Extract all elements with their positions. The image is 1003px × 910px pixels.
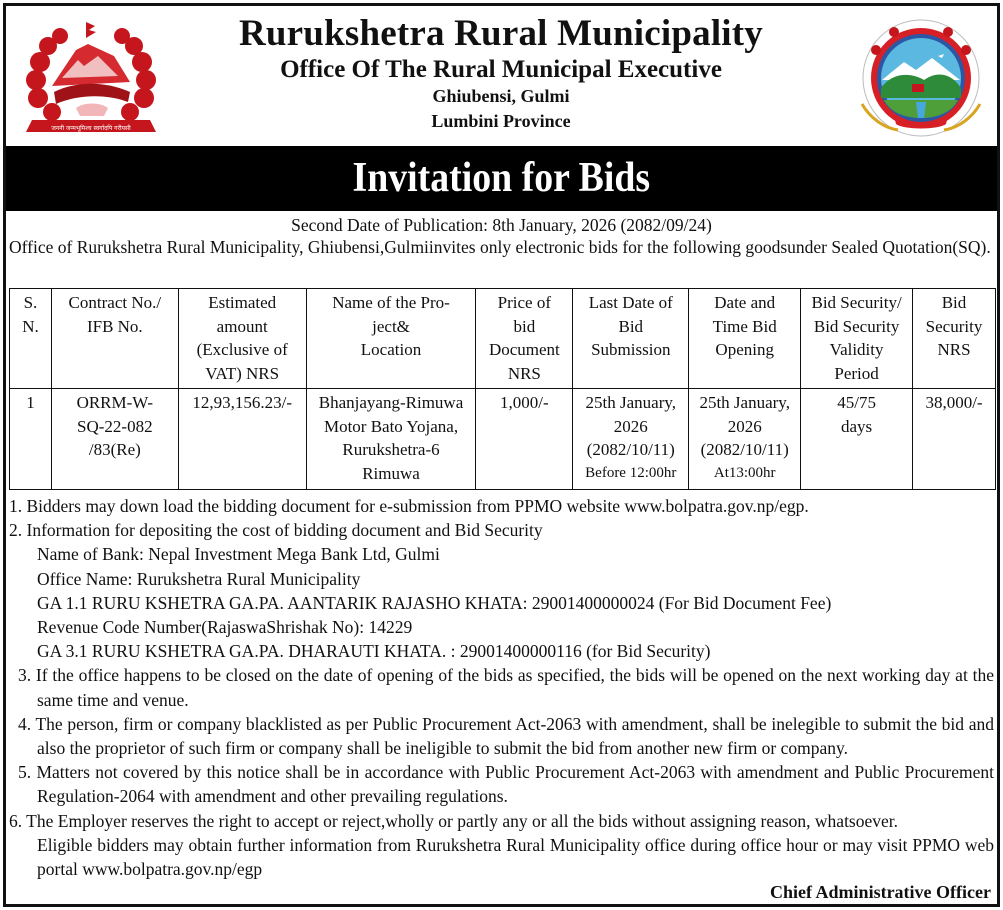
note-3: 3. If the office happens to be closed on the date of opening of the bids as specified, the bids will be opened on the next working day at the same time and venue. xyxy=(18,665,994,710)
header-contract: Contract No./ IFB No. xyxy=(51,289,178,389)
note-6: 6. The Employer reserves the right to accept or reject,wholly or partly any or all the bids without assigning reason, whatsoever. xyxy=(9,810,899,831)
municipality-title: Rurukshetra Rural Municipality xyxy=(238,13,764,54)
cell-opening: 25th January, 2026 (2082/10/11) At13:00hr xyxy=(689,389,801,490)
banner xyxy=(6,146,997,211)
header-project: Name of the Pro- ject& Location xyxy=(306,289,476,389)
bank-name: Name of Bank: Nepal Investment Mega Bank Ltd, Gulmi xyxy=(37,544,440,565)
header-validity: Bid Security/ Bid Security Validity Period xyxy=(801,289,913,389)
nepal-emblem-icon xyxy=(18,16,164,140)
note-4: 4. The person, firm or company blacklisted as per Public Procurement Act-2063 with amendment, shall be inelegible to submit the bid and also the proprietor of such firm or company shall be ineligible to submit the bid from another new firm or company. xyxy=(18,713,994,759)
header-last-date: Last Date of Bid Submission xyxy=(573,289,689,389)
note-6-detail: Eligible bidders may obtain further information from Rurukshetra Rural Municipality office during office hour or may visit PPMO web portal www.bolpatra.gov.np/egp xyxy=(37,834,994,880)
note-2: 2. Information for depositing the cost of bidding document and Bid Security xyxy=(9,520,543,541)
bids-table xyxy=(9,288,996,490)
office-name: Office Name: Rurukshetra Rural Municipality xyxy=(37,568,361,589)
revenue-code: Revenue Code Number(RajaswaShrishak No): 14229 xyxy=(37,617,413,638)
header-sn: S. N. xyxy=(10,289,52,389)
cell-validity: 45/75 days xyxy=(801,389,913,490)
header xyxy=(6,6,997,143)
header-security: Bid Security NRS xyxy=(913,289,996,389)
cell-security: 38,000/- xyxy=(913,389,996,490)
cell-estimate: 12,93,156.23/- xyxy=(178,389,306,490)
note-5: 5. Matters not covered by this notice shall be in accordance with Public Procurement Act-2063 with amendment and Public Procurement Regulation-2064 with amendment and other prevailing regulations. xyxy=(18,762,994,807)
table-row xyxy=(10,389,996,490)
revenue-account: GA 1.1 RURU KSHETRA GA.PA. AANTARIK RAJASHO KHATA: 29001400000024 (For Bid Document Fee) xyxy=(37,592,832,613)
cell-project: Bhanjayang-Rimuwa Motor Bato Yojana, Rurukshetra-6 Rimuwa xyxy=(306,389,476,490)
address: Ghiubensi, Gulmi xyxy=(432,86,570,106)
banner-title: Invitation for Bids xyxy=(352,155,651,201)
cell-contract: ORRM-W- SQ-22-082 /83(Re) xyxy=(51,389,178,490)
office-subtitle: Office Of The Rural Municipal Executive xyxy=(280,56,722,83)
signature: Chief Administrative Officer xyxy=(770,882,991,902)
cell-sn: 1 xyxy=(10,389,52,490)
title-block xyxy=(176,12,826,134)
municipality-emblem-icon xyxy=(854,18,988,140)
publication-date: Second Date of Publication: 8th January, 2026 (2082/09/24) xyxy=(291,215,712,235)
intro-paragraph: Office of Rurukshetra Rural Municipality, Ghiubensi,Gulmiinvites only electronic bids for the following goodsunder Sealed Quotation(SQ). xyxy=(9,237,991,257)
header-opening: Date and Time Bid Opening xyxy=(689,289,801,389)
notes-list xyxy=(9,494,994,881)
header-estimate: Estimated amount (Exclusive of VAT) NRS xyxy=(178,289,306,389)
cell-price: 1,000/- xyxy=(476,389,573,490)
cell-last-date: 25th January, 2026 (2082/10/11) Before 12:00hr xyxy=(573,389,689,490)
note-1: 1. Bidders may down load the bidding document for e-submission from PPMO website www.bolpatra.gov.np/egp. xyxy=(9,496,809,516)
table-header-row xyxy=(10,289,996,389)
svg-text:जननी जन्मभूमिश्च स्वर्गादपि गर: जननी जन्मभूमिश्च स्वर्गादपि गरीयसी xyxy=(51,125,131,132)
security-account: GA 3.1 RURU KSHETRA GA.PA. DHARAUTI KHATA. : 29001400000116 (for Bid Security) xyxy=(37,641,711,662)
header-price: Price of bid Document NRS xyxy=(476,289,573,389)
province: Lumbini Province xyxy=(431,111,571,131)
